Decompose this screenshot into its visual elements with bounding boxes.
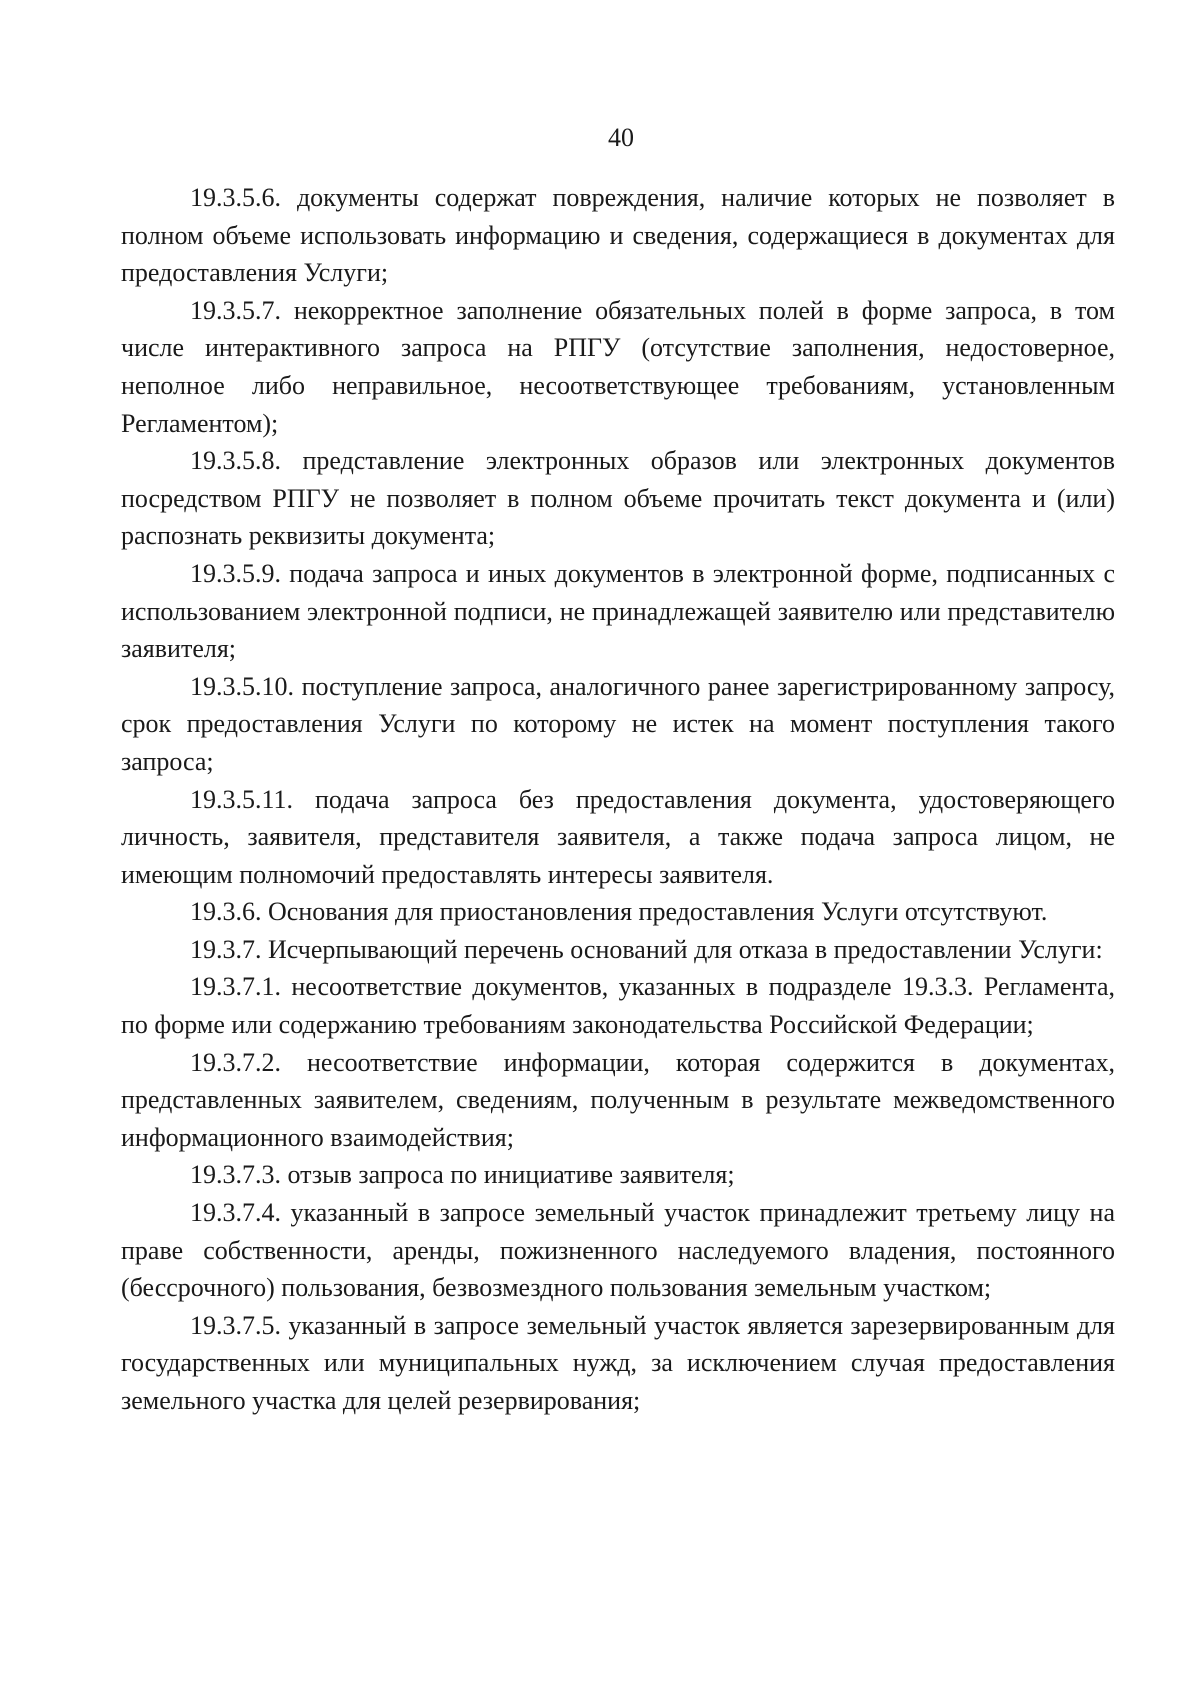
paragraph-19-3-7-1: 19.3.7.1. несоответствие документов, указанных в подразделе 19.3.3. Регламента, по форме или содержанию требованиям законодательства Российской Федерации; bbox=[121, 972, 1115, 1040]
paragraph-19-3-7-3: 19.3.7.3. отзыв запроса по инициативе заявителя; bbox=[190, 1160, 735, 1190]
paragraph-19-3-7-5: 19.3.7.5. указанный в запросе земельный участок является зарезервированным для государственных или муниципальных нужд, за исключением случая предоставления земельного участка для целей резервирования; bbox=[121, 1310, 1115, 1415]
paragraph-19-3-5-8: 19.3.5.8. представление электронных образов или электронных документов посредством РПГУ не позволяет в полном объеме прочитать текст документа и (или) распознать реквизиты документа; bbox=[121, 446, 1115, 551]
paragraph-19-3-6: 19.3.6. Основания для приостановления предоставления Услуги отсутствуют. bbox=[190, 897, 1048, 927]
paragraph-19-3-5-6: 19.3.5.6. документы содержат повреждения, наличие которых не позволяет в полном объеме использовать информацию и сведения, содержащиеся в документах для предоставления Услуги; bbox=[121, 183, 1115, 288]
paragraph-19-3-5-7: 19.3.5.7. некорректное заполнение обязательных полей в форме запроса, в том числе интерактивного запроса на РПГУ (отсутствие заполнения, недостоверное, неполное либо неправильное, несоответствующее требованиям, установленным Регламентом); bbox=[121, 295, 1115, 438]
document-body bbox=[121, 179, 1115, 1420]
paragraph-19-3-5-10: 19.3.5.10. поступление запроса, аналогичного ранее зарегистрированному запросу, срок предоставления Услуги по которому не истек на момент поступления такого запроса; bbox=[121, 671, 1115, 776]
page-number: 40 bbox=[608, 123, 634, 152]
paragraph-19-3-7-4: 19.3.7.4. указанный в запросе земельный участок принадлежит третьему лицу на праве собственности, аренды, пожизненного наследуемого владения, постоянного (бессрочного) пользования, безвозмездного пользования земельным участком; bbox=[121, 1198, 1115, 1303]
paragraph-19-3-7: 19.3.7. Исчерпывающий перечень оснований для отказа в предоставлении Услуги: bbox=[190, 934, 1103, 964]
paragraph-19-3-5-11: 19.3.5.11. подача запроса без предоставления документа, удостоверяющего личность, заявителя, представителя заявителя, а также подача запроса лицом, не имеющим полномочий предоставлять интересы заявителя. bbox=[121, 784, 1115, 889]
paragraph-19-3-7-2: 19.3.7.2. несоответствие информации, которая содержится в документах, представленных заявителем, сведениям, полученным в результате межведомственного информационного взаимодействия; bbox=[121, 1047, 1115, 1152]
paragraph-19-3-5-9: 19.3.5.9. подача запроса и иных документов в электронной форме, подписанных с использованием электронной подписи, не принадлежащей заявителю или представителю заявителя; bbox=[121, 558, 1115, 664]
